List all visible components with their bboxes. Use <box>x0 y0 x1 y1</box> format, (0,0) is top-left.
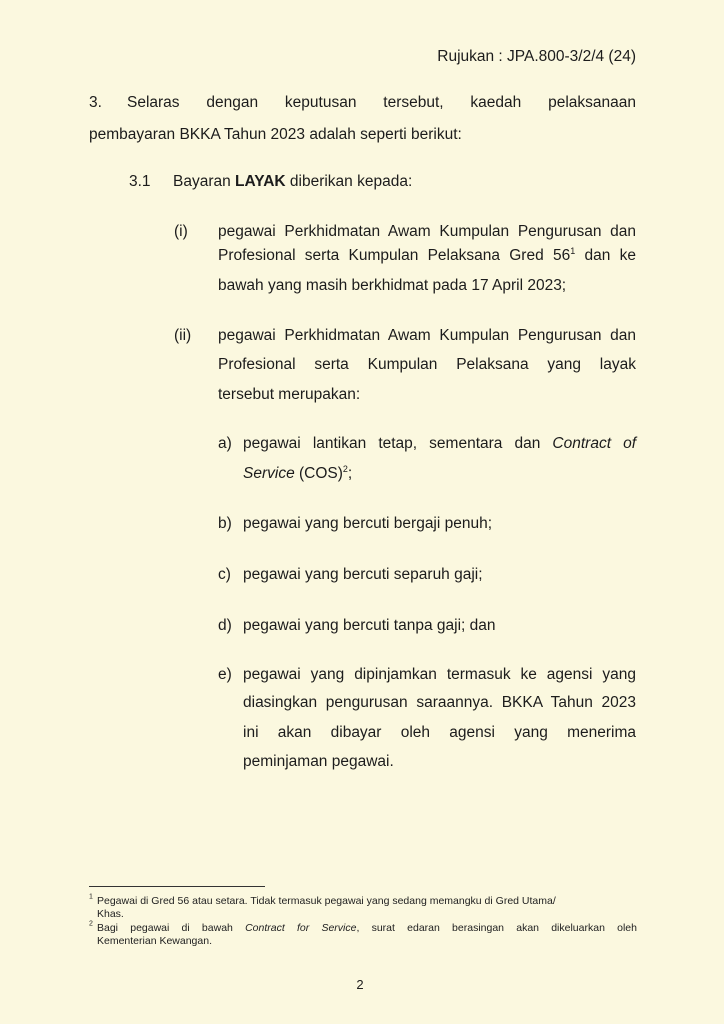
item-b-text: pegawai yang bercuti bergaji penuh; <box>243 515 493 532</box>
footnote-1-line-2: Khas. <box>97 908 124 920</box>
item-a-line-1 <box>243 434 636 453</box>
item-i-line-3: bawah yang masih berkhidmat pada 17 April 2023; <box>218 277 567 294</box>
paragraph-3-line-2: pembayaran BKKA Tahun 2023 adalah seperti berikut: <box>89 126 462 143</box>
reference-number: Rujukan : JPA.800-3/2/4 (24) <box>437 48 636 65</box>
item-e-line-2: diasingkan pengurusan saraannya. BKKA Tahun 2023 <box>243 694 636 711</box>
item-c-text: pegawai yang bercuti separuh gaji; <box>243 566 483 583</box>
item-ii-line-1: pegawai Perkhidmatan Awam Kumpulan Pengurusan dan <box>218 327 636 344</box>
item-i-line-1: pegawai Perkhidmatan Awam Kumpulan Pengurusan dan <box>218 223 636 240</box>
item-b-label: b) <box>218 515 232 532</box>
item-a-line-2-italic: Service <box>243 465 295 482</box>
item-a-line-2-post: (COS) <box>294 465 343 482</box>
paragraph-3-line-1: Selaras dengan keputusan tersebut, kaedah pelaksanaan <box>127 94 636 111</box>
footnote-ref-1: 1 <box>570 245 576 256</box>
item-e-line-3: ini akan dibayar oleh agensi yang menerima <box>243 724 636 741</box>
item-a-line-1-italic: Contract of <box>552 435 637 452</box>
item-i-line-2-pre: Profesional serta Kumpulan Pelaksana Gred 56 <box>218 247 571 264</box>
footnote-separator <box>89 886 265 887</box>
item-c-label: c) <box>218 566 231 583</box>
subsection-3-1-text-after: diberikan kepada: <box>285 173 413 190</box>
footnote-2-marker: 2 <box>89 920 93 928</box>
subsection-3-1-bold: LAYAK <box>235 173 286 190</box>
footnote-2-line-1 <box>97 922 637 935</box>
item-d-text: pegawai yang bercuti tanpa gaji; dan <box>243 617 496 634</box>
footnote-2-line-2: Kementerian Kewangan. <box>97 935 212 947</box>
subsection-3-1-number: 3.1 <box>129 173 151 190</box>
item-a-line-1-pre: pegawai lantikan tetap, sementara dan <box>243 435 553 452</box>
item-e-line-1: pegawai yang dipinjamkan termasuk ke agensi yang <box>243 666 636 683</box>
footnote-1-mark <box>89 894 93 907</box>
subsection-3-1-text-before: Bayaran <box>173 173 236 190</box>
item-i-line-2 <box>218 246 636 265</box>
item-d-label: d) <box>218 617 232 634</box>
footnote-2-pre: Bagi pegawai di bawah <box>97 922 246 934</box>
item-i-line-2-post: dan ke <box>575 247 636 264</box>
item-e-line-4: peminjaman pegawai. <box>243 753 394 770</box>
paragraph-3-number: 3. <box>89 94 102 111</box>
item-ii-label: (ii) <box>174 327 192 344</box>
footnote-1-line-1: Pegawai di Gred 56 atau setara. Tidak termasuk pegawai yang sedang memangku di Gred Utama/ <box>97 895 556 907</box>
item-a-line-2 <box>243 464 352 483</box>
item-e-label: e) <box>218 666 232 683</box>
footnote-2-post: , surat edaran berasingan akan dikeluarkan oleh <box>356 922 637 934</box>
footnote-ref-2: 2 <box>342 463 348 474</box>
item-a-line-2-end: ; <box>347 465 353 482</box>
page-number: 2 <box>356 977 364 992</box>
subsection-3-1-text <box>173 172 412 191</box>
footnote-1-marker: 1 <box>89 893 93 901</box>
footnote-2-mark <box>89 921 93 934</box>
item-a-label: a) <box>218 435 232 452</box>
item-ii-line-3: tersebut merupakan: <box>218 386 361 403</box>
item-i-label: (i) <box>174 223 188 240</box>
item-ii-line-2: Profesional serta Kumpulan Pelaksana yang layak <box>218 356 636 373</box>
footnote-2-italic: Contract for Service <box>245 922 357 934</box>
